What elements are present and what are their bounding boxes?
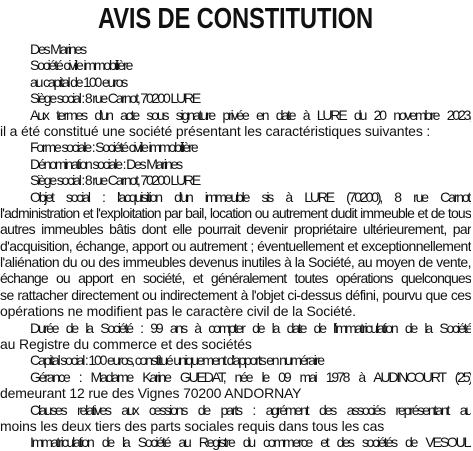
- notice-line: demeurant 12 rue des Vignes 70200 ANDORNAY: [0, 385, 302, 402]
- notice-body: [0, 41, 471, 451]
- notice-line: Durée de la Société : 99 ans à compter de la date de l'immatriculation de la Société: [30, 319, 471, 336]
- notice-line: l'administration et l'exploitation par bail, location ou autrement dudit immeuble et de tous: [0, 204, 471, 221]
- notice-line: se rattacher directement ou indirectement à l'objet ci-dessus défini, pourvu que ces: [0, 286, 471, 303]
- notice-line: au Registre du commerce et des sociétés: [0, 336, 252, 353]
- notice-line: il a été constitué une société présentant les caractéristiques suivantes :: [0, 122, 431, 139]
- notice-line: Aux termes d'un acte sous signature privée en date à LURE du 20 novembre 2023,: [30, 106, 471, 123]
- notice-line: Immatriculation de la Société au Registre du commerce et des sociétés de VESOUL.: [30, 434, 471, 451]
- notice-line: d'acquisition, échange, apport ou autrement ; éventuellement et exceptionnellement: [0, 237, 471, 254]
- notice-line: Forme sociale : Société civile immobilière: [30, 139, 197, 156]
- notice-line: Siège social : 8 rue Carnot, 70200 LURE: [30, 90, 200, 107]
- notice-line: moins les deux tiers des parts sociales requis dans tous les cas: [0, 417, 385, 434]
- notice-title: AVIS DE CONSTITUTION: [97, 3, 374, 35]
- notice-line: Gérance : Madame Karine GUEDAT, née le 09 mai 1978 à AUDINCOURT (25): [30, 368, 471, 385]
- notice-line: échange ou apport en société, et généralement toutes opérations quelconques: [0, 270, 471, 287]
- notice-line: Clauses relatives aux cessions de parts : agrément des associés représentant au: [30, 401, 471, 418]
- notice-line: Dénomination sociale : Des Marines: [30, 155, 182, 172]
- notice-line: opérations ne modifient pas le caractère civil de la Société.: [0, 303, 356, 320]
- notice-line: autres immeubles bâtis dont elle pourrait devenir propriétaire ultérieurement, par: [0, 221, 471, 238]
- notice-line: Objet social : l'acquisition d'un immeuble sis à LURE (70200), 8 rue Carnot,: [30, 188, 471, 205]
- notice-line: au capital de 100 euros: [30, 73, 127, 90]
- notice-line: Des Marines: [30, 41, 85, 57]
- notice-line: Capital social : 100 euros, constitué uniquement d'apports en numéraire: [30, 352, 323, 369]
- notice-line: l'aliénation du ou des immeubles devenus inutiles à la Société, au moyen de vente,: [0, 254, 471, 271]
- notice-line: Siège social : 8 rue Carnot, 70200 LURE: [30, 172, 200, 189]
- notice-line: Société civile immobilière: [30, 57, 132, 74]
